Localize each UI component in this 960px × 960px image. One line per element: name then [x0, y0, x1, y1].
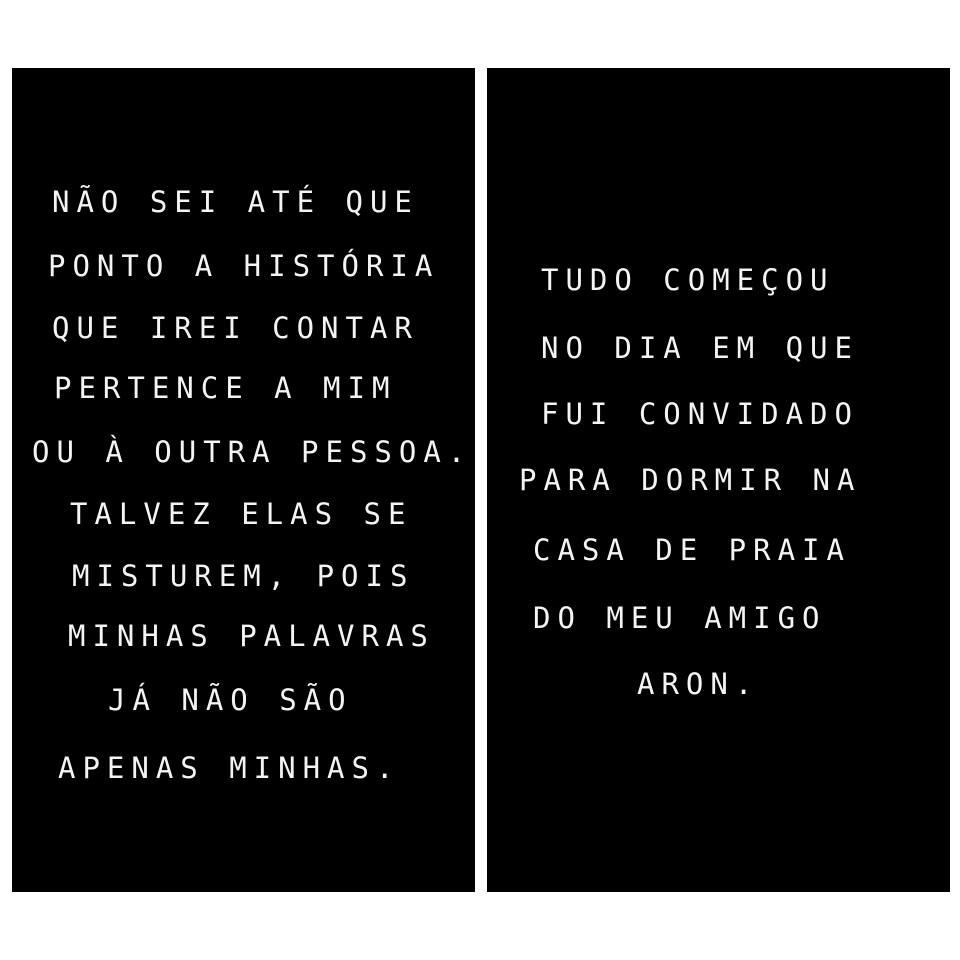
left-line-4: PERTENCE A MIM	[54, 371, 397, 405]
left-line-2: PONTO A HISTÓRIA	[48, 249, 440, 283]
left-line-7: MISTUREM, POIS	[72, 559, 415, 593]
right-line-7: ARON.	[637, 667, 760, 701]
right-line-1: TUDO COMEÇOU	[541, 263, 835, 297]
left-line-10: APENAS MINHAS.	[58, 751, 401, 785]
right-line-6: DO MEU AMIGO	[533, 601, 827, 635]
right-line-5: CASA DE PRAIA	[533, 533, 851, 567]
right-line-2: NO DIA EM QUE	[541, 331, 859, 365]
left-line-9: JÁ NÃO SÃO	[108, 683, 353, 717]
right-line-3: FUI CONVIDADO	[541, 397, 859, 431]
left-line-6: TALVEZ ELAS SE	[70, 497, 413, 531]
right-line-4: PARA DORMIR NA	[519, 463, 862, 497]
right-text-panel	[487, 68, 950, 892]
left-line-5: OU À OUTRA PESSOA.	[32, 435, 473, 469]
left-line-3: QUE IREI CONTAR	[52, 311, 419, 345]
left-line-8: MINHAS PALAVRAS	[68, 619, 435, 653]
left-line-1: NÃO SEI ATÉ QUE	[52, 185, 419, 219]
left-text-panel	[12, 68, 475, 892]
